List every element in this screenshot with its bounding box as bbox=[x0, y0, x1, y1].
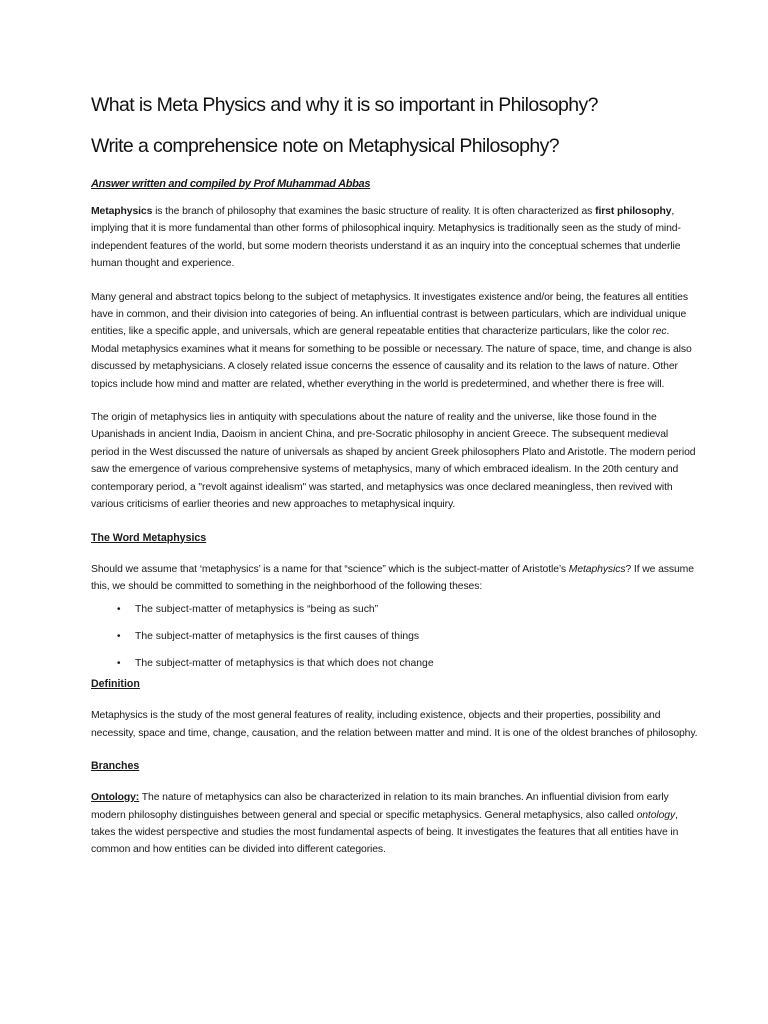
paragraph-topics-text-a: Many general and abstract topics belong to the subject of metaphysics. It investigates existence and/or being, the features all entities have in common, and their division into categories of being. An influential contrast is between particulars, which are individual unique entities, like a specific apple, and universals, which are general repeatable entities that characterize particulars, like the color bbox=[91, 291, 688, 338]
label-ontology: Ontology: bbox=[91, 792, 140, 804]
paragraph-ontology-italic: ontology bbox=[636, 809, 676, 821]
list-item bbox=[91, 601, 698, 618]
paragraph-origin: The origin of metaphysics lies in antiquity with speculations about the nature of reality and the universe, like those found in the Upanishads in ancient India, Daoism in ancient China, and pre-Socratic philosophy in ancient Greece. The subsequent medieval period in the West discussed the nature of universals as shaped by ancient Greek philosophers Plato and Aristotle. The modern period saw the emergence of various comprehensive systems of metaphysics, many of which embraced idealism. In the 20th century and contemporary period, a "revolt against idealism" was started, and metaphysics was once declared meaningless, then revived with various criticisms of earlier theories and new approaches to metaphysical inquiry. bbox=[91, 412, 696, 511]
paragraph-intro bbox=[91, 203, 698, 273]
section-heading-branches: Branches bbox=[91, 760, 140, 773]
list-item-text: The subject-matter of metaphysics is that which does not change bbox=[135, 658, 434, 670]
term-metaphysics: Metaphysics bbox=[91, 206, 153, 217]
list-item-text: The subject-matter of metaphysics is “being as such” bbox=[135, 604, 379, 616]
term-first-philosophy: first philosophy bbox=[595, 206, 672, 217]
paragraph-ontology-text-b: , takes the widest perspective and studies the most fundamental aspects of being. It investigates the features that all entities have in common and how entities can be divided into different categories. bbox=[91, 809, 679, 856]
byline: Answer written and compiled by Prof Muhammad Abbas bbox=[91, 178, 371, 190]
paragraph-intro-text-b: , implying that it is more fundamental than other forms of philosophical inquiry. Metaphysics is traditionally seen as the study of mind-independent features of the world, but some modern theorists understand it as an inquiry into the conceptual schemes that underlie human thought and experience. bbox=[91, 206, 681, 270]
theses-list bbox=[91, 601, 698, 672]
paragraph-topics-text-b: . Modal metaphysics examines what it means for something to be possible or necessary. The nature of space, time, and change is also discussed by metaphysicians. A closely related issue concerns the essence of causality and its relation to the laws of nature. Other topics include how mind and matter are related, whether everything in the world is predetermined, and whether there is free will. bbox=[91, 326, 692, 390]
title-line-2: Write a comprehensice note on Metaphysical Philosophy? bbox=[91, 135, 560, 157]
paragraph-definition: Metaphysics is the study of the most general features of reality, including existence, objects and their properties, possibility and necessity, space and time, change, causation, and the relation between matter and mind. It is one of the oldest branches of philosophy. bbox=[91, 710, 698, 739]
paragraph-aristotle-text-a: Should we assume that ‘metaphysics’ is a name for that “science” which is the subject-matter of Aristotle’s bbox=[91, 563, 569, 575]
paragraph-topics-italic: rec bbox=[652, 326, 667, 338]
list-item-text: The subject-matter of metaphysics is the first causes of things bbox=[135, 631, 420, 643]
paragraph-aristotle-text-b: ? If we assume this, we should be committed to something in the neighborhood of the following theses: bbox=[91, 563, 694, 592]
list-item bbox=[91, 628, 698, 645]
paragraph-intro-text-a: is the branch of philosophy that examines the basic structure of reality. It is often characterized as bbox=[152, 206, 596, 217]
bullet-icon: • bbox=[117, 631, 121, 643]
paragraph-topics bbox=[91, 289, 698, 393]
paragraph-aristotle-italic: Metaphysics bbox=[568, 563, 626, 575]
bullet-icon: • bbox=[117, 604, 121, 616]
section-heading-definition: Definition bbox=[91, 678, 140, 691]
paragraph-ontology bbox=[91, 789, 698, 859]
title-line-1: What is Meta Physics and why it is so important in Philosophy? bbox=[91, 94, 598, 116]
bullet-icon: • bbox=[117, 658, 121, 670]
paragraph-ontology-text-a: The nature of metaphysics can also be characterized in relation to its main branches. An influential division from early modern philosophy distinguishes between general and special or specific metaphysics. General metaphysics, also called bbox=[91, 792, 669, 821]
section-heading-word-metaphysics: The Word Metaphysics bbox=[91, 531, 207, 544]
list-item bbox=[91, 655, 698, 672]
paragraph-aristotle bbox=[91, 561, 698, 596]
